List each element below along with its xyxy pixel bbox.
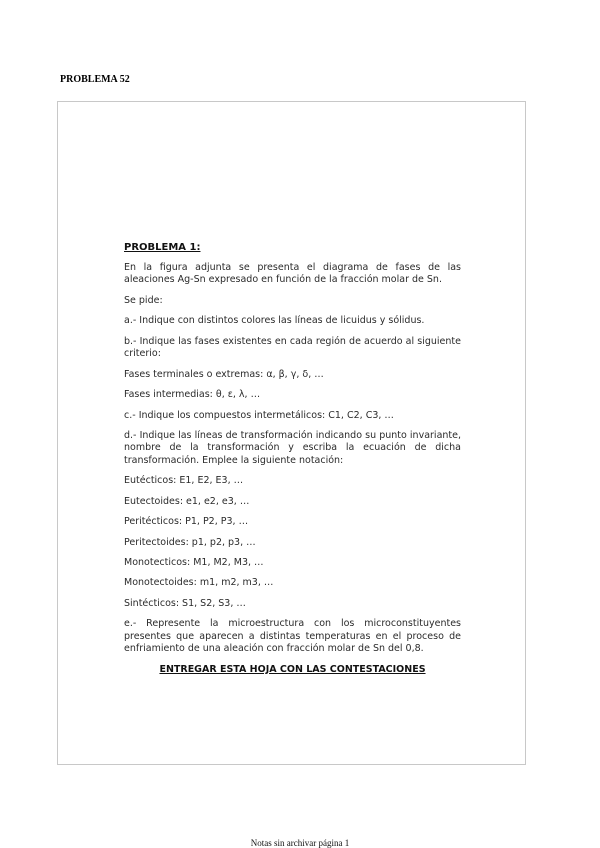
item-a: a.- Indique con distintos colores las líneas de licuidus y sólidus. <box>124 315 425 327</box>
page-title: PROBLEMA 52 <box>60 74 130 85</box>
intro-paragraph: En la figura adjunta se presenta el diagrama de fases de las aleaciones Ag-Sn expresado en función de la fracción molar de Sn. <box>124 262 461 286</box>
item-d: d.- Indique las líneas de transformación indicando su punto invariante, nombre de la transformación y escriba la ecuación de dicha transformación. Emplee la siguiente notación: <box>124 429 461 466</box>
item-c: c.- Indique los compuestos intermetálicos: C1, C2, C3, … <box>124 409 394 421</box>
page-footer: Notas sin archivar página 1 <box>250 838 350 848</box>
peritectic-line: Peritécticos: P1, P2, P3, … <box>124 516 249 528</box>
eutectoid-line: Eutectoides: e1, e2, e3, … <box>124 495 250 507</box>
monotectic-line: Monotecticos: M1, M2, M3, … <box>124 557 264 568</box>
eutectic-line: Eutécticos: E1, E2, E3, … <box>124 475 244 487</box>
syntectic-line: Sintécticos: S1, S2, S3, … <box>124 597 246 609</box>
se-pide-line: Se pide: <box>124 294 163 306</box>
item-b: b.- Indique las fases existentes en cada región de acuerdo al siguiente criterio: <box>124 335 461 360</box>
monotectoid-line: Monotectoides: m1, m2, m3, … <box>124 577 274 589</box>
terminal-phases-line: Fases terminales o extremas: α, β, γ, δ, … <box>124 368 324 380</box>
intermediate-phases-line: Fases intermedias: θ, ε, λ, … <box>124 389 261 401</box>
item-e: e.- Represente la microestructura con los microconstituyentes presentes que aparecen a distintas temperaturas en el proceso de enfriamiento de una aleación con fracción molar de Sn del 0,8. <box>124 618 461 655</box>
slide-content <box>124 241 461 676</box>
peritectoid-line: Peritectoides: p1, p2, p3, … <box>124 536 256 548</box>
submit-note: ENTREGAR ESTA HOJA CON LAS CONTESTACIONES <box>159 663 426 675</box>
problem-heading: PROBLEMA 1: <box>124 242 201 253</box>
